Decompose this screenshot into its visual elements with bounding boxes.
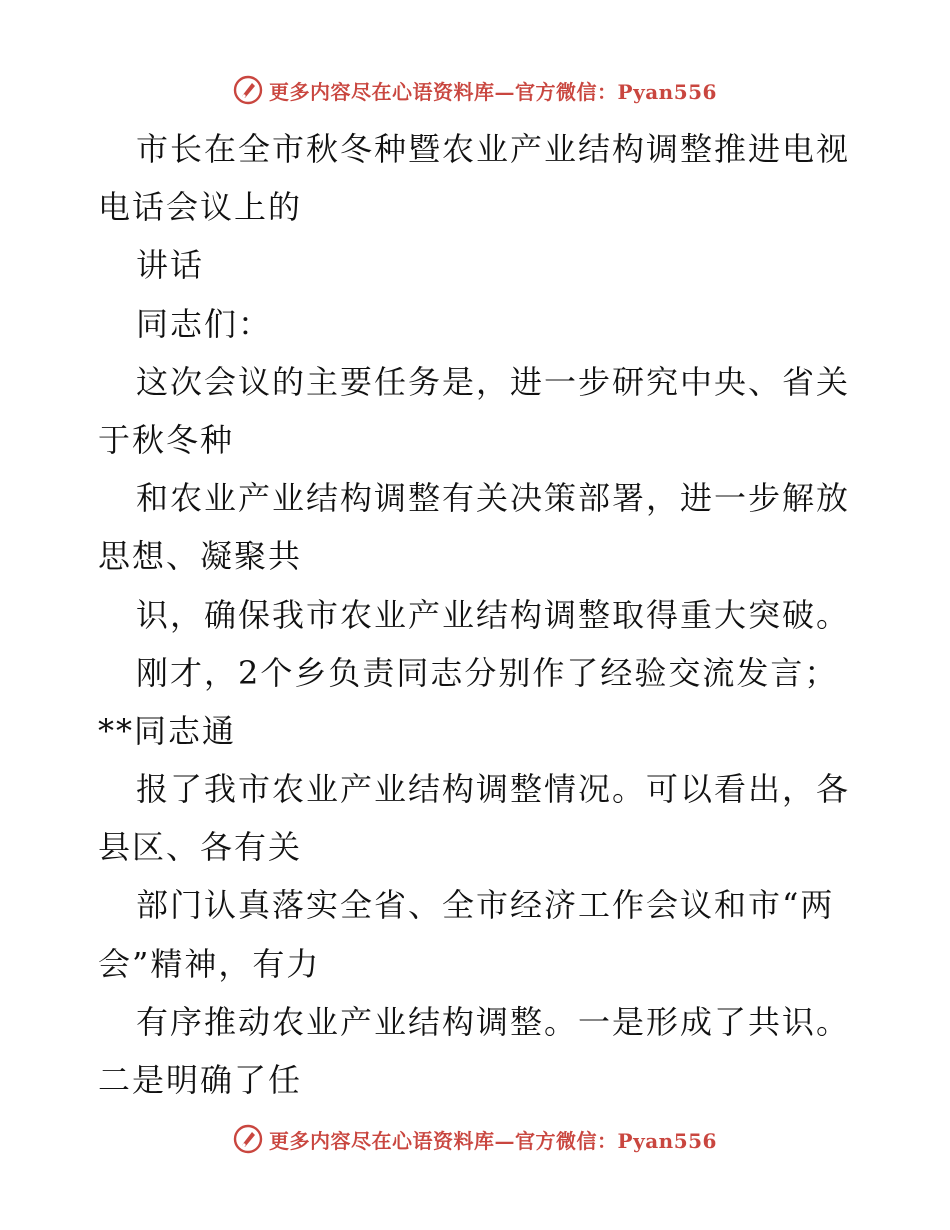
text-line: 报了我市农业产业结构调整情况。可以看出，各	[136, 770, 851, 809]
text-line: 电话会议上的	[98, 188, 303, 227]
pen-nib-logo-icon	[233, 1124, 263, 1154]
document-body	[98, 120, 858, 1109]
watermark-text: 更多内容尽在心语资料库—官方微信：Pyan556	[269, 79, 717, 104]
text-line: 识，确保我市农业产业结构调整取得重大突破。	[136, 595, 851, 634]
text-line: 二是明确了任	[98, 1061, 303, 1099]
text-line: 会”精神，有力	[98, 944, 321, 983]
text-line: **同志通	[98, 711, 237, 750]
text-line: 思想、凝聚共	[98, 537, 303, 576]
text-line: 同志们：	[136, 304, 273, 343]
text-line: 市长在全市秋冬种暨农业产业结构调整推进电视	[136, 130, 851, 168]
text-line: 这次会议的主要任务是，进一步研究中央、省关	[136, 362, 851, 401]
footer-watermark-banner	[0, 1119, 950, 1159]
pen-nib-logo-icon	[233, 75, 263, 105]
text-line: 和农业产业结构调整有关决策部署，进一步解放	[136, 479, 851, 518]
text-line: 县区、各有关	[98, 828, 303, 867]
text-line: 部门认真落实全省、全市经济工作会议和市“两	[136, 886, 835, 925]
watermark-text: 更多内容尽在心语资料库—官方微信：Pyan556	[269, 1128, 717, 1153]
text-line: 刚才，2个乡负责同志分别作了经验交流发言；	[136, 653, 839, 692]
text-line: 有序推动农业产业结构调整。一是形成了共识。	[136, 1002, 851, 1041]
text-line: 于秋冬种	[98, 420, 235, 459]
header-watermark-banner	[0, 70, 950, 110]
text-line: 讲话	[136, 246, 205, 285]
